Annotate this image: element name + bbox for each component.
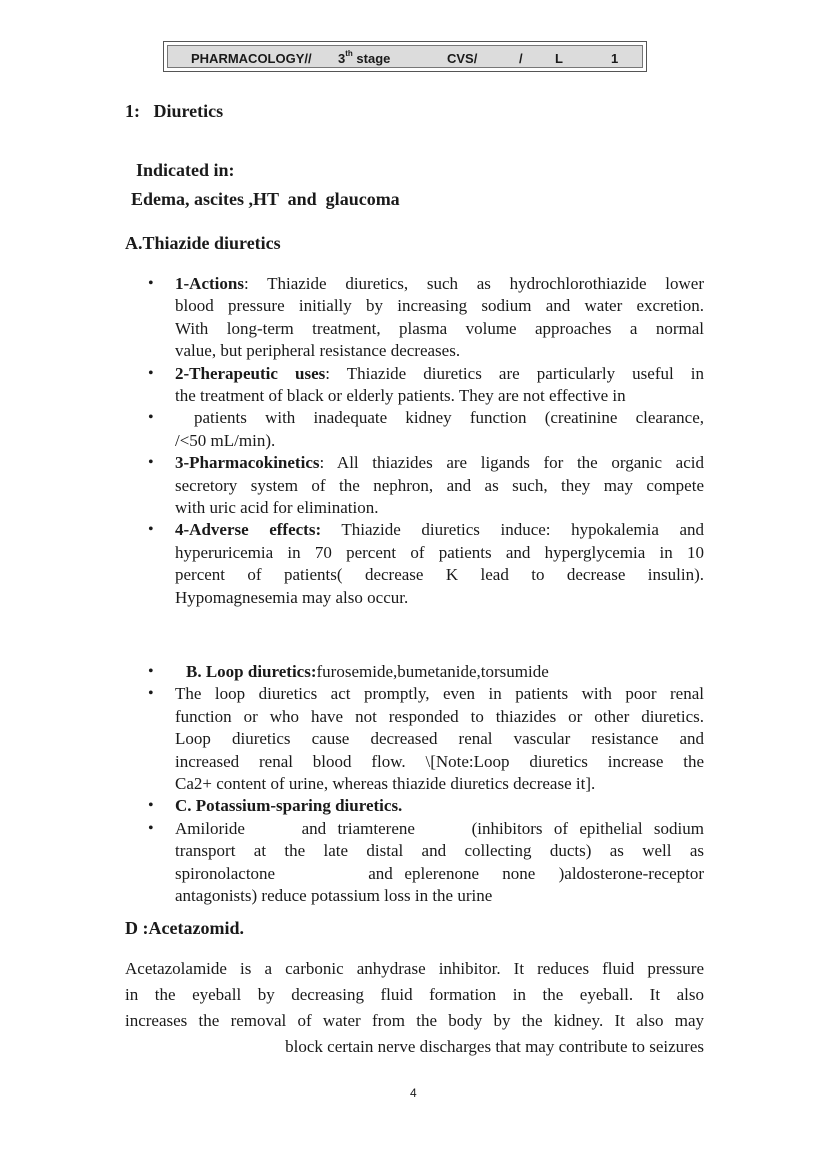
para-line: Acetazolamide is a carbonic anhydrase inhibitor. It reduces fluid pressure [125, 959, 704, 978]
header-num: 1 [611, 51, 619, 66]
header-slash: / [519, 51, 523, 66]
item-line: Loop diuretics cause decreased renal vascular resistance and [175, 729, 704, 749]
list-item [148, 795, 704, 817]
item-line: hyperuricemia in 70 percent of patients and hyperglycemia in 10 [175, 542, 704, 562]
item-line: Ca2+ content of urine, whereas thiazide diuretics decrease it]. [175, 774, 596, 794]
item-line: spironolactone and eplerenone none )aldosterone-receptor [175, 863, 704, 883]
item-line: • Amiloride and triamterene (inhibitors of epithelial sodium [175, 818, 704, 838]
list-item [148, 407, 704, 452]
section-b-drugs: furosemide,bumetanide,torsumide [316, 662, 549, 681]
item-line: transport at the late distal and collecting ducts) as well as [175, 841, 704, 861]
item-line: : Thiazide diuretics, such as hydrochlorothiazide lower [243, 274, 704, 293]
section-a-list [148, 273, 704, 609]
item-line: • The loop diuretics act promptly, even in patients with poor renal [175, 684, 704, 704]
section-bc-list [148, 661, 704, 907]
para-line: increases the removal of water from the body by the kidney. It also may [125, 1011, 704, 1030]
item-lead: 1-Actions [175, 274, 244, 293]
item-line: with uric acid for elimination. [175, 498, 379, 518]
course-header-inner [167, 45, 643, 68]
item-line: With long-term treatment, plasma volume approaches a normal [175, 318, 704, 338]
list-item [148, 683, 704, 795]
header-stage-sup: th [345, 49, 353, 58]
page-number: 4 [410, 1086, 417, 1100]
item-line: increased renal blood flow. \[Note:Loop diuretics increase the [175, 751, 704, 771]
header-l: L [555, 51, 563, 66]
indicated-text: Edema, ascites ,HT and glaucoma [131, 189, 400, 209]
chapter-title: 1: Diuretics [125, 101, 224, 121]
list-item [148, 452, 704, 519]
item-line: secretory system of the nephron, and as such, they may compete [175, 475, 704, 495]
item-lead: 4-Adverse effects: [175, 520, 322, 540]
item-line: blood pressure initially by increasing sodium and water excretion. [175, 296, 704, 316]
item-line: function or who have not responded to thiazides or other diuretics. [175, 706, 704, 726]
list-item [148, 363, 704, 408]
item-line: Hypomagnesemia may also occur. [175, 587, 409, 607]
header-subject: PHARMACOLOGY// [191, 51, 312, 66]
list-item [148, 818, 704, 908]
para-line: block certain nerve discharges that may contribute to seizures [285, 1037, 704, 1056]
list-item [148, 273, 704, 363]
list-item [148, 519, 704, 609]
header-stage-word: stage [356, 51, 391, 66]
section-c-title: • C. Potassium-sparing diuretics. [175, 796, 403, 816]
item-line: : Thiazide diuretics are particularly useful in [325, 363, 704, 383]
item-line: Thiazide diuretics induce: hypokalemia and [321, 520, 704, 540]
course-header [163, 41, 647, 72]
item-lead: 2-Therapeutic uses [175, 363, 326, 383]
section-b-title: B. Loop diuretics: [186, 662, 317, 681]
item-line: antagonists) reduce potassium loss in the urine [175, 886, 493, 906]
item-line: • patients with inadequate kidney function (creatinine clearance, [194, 408, 704, 428]
header-system: CVS/ [447, 51, 478, 66]
section-a-title: A.Thiazide diuretics [125, 233, 281, 253]
section-d-title: D :Acetazomid. [125, 918, 244, 938]
para-line: in the eyeball by decreasing fluid formation in the eyeball. It also [125, 985, 704, 1004]
header-stage [338, 51, 390, 66]
list-item [148, 661, 704, 683]
indicated-label: Indicated in: [136, 160, 235, 180]
header-stage-num: 3 [338, 51, 346, 66]
item-line: the treatment of black or elderly patients. They are not effective in [175, 386, 626, 406]
item-lead: 3-Pharmacokinetics [175, 453, 320, 473]
item-line: /<50 mL/min). [175, 430, 276, 450]
item-line: value, but peripheral resistance decreases. [175, 341, 461, 361]
item-line: : All thiazides are ligands for the organic acid [319, 453, 704, 473]
item-line: percent of patients( decrease K lead to decrease insulin). [175, 565, 704, 585]
section-d-paragraph [125, 956, 704, 1060]
